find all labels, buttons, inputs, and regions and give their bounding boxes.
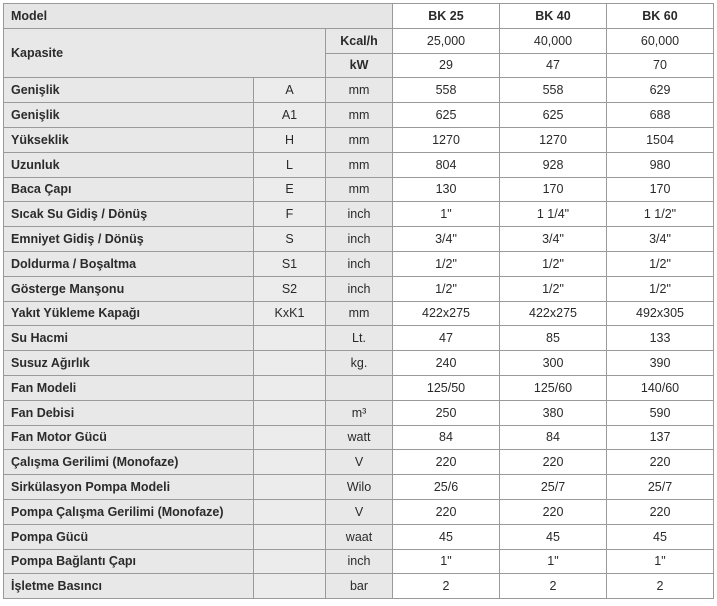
row-label: Yakıt Yükleme Kapağı	[4, 301, 254, 326]
row-value: 45	[500, 524, 607, 549]
capacity-value: 40,000	[500, 28, 607, 53]
row-value: 170	[500, 177, 607, 202]
row-label: Gösterge Manşonu	[4, 276, 254, 301]
row-label: Pompa Bağlantı Çapı	[4, 549, 254, 574]
row-label: Sıcak Su Gidiş / Dönüş	[4, 202, 254, 227]
table-row	[4, 400, 714, 425]
row-value: 625	[393, 103, 500, 128]
row-unit: mm	[326, 127, 393, 152]
table-row	[4, 499, 714, 524]
row-unit: V	[326, 450, 393, 475]
row-label: Doldurma / Boşaltma	[4, 251, 254, 276]
row-unit: Lt.	[326, 326, 393, 351]
row-unit: Wilo	[326, 475, 393, 500]
row-label: Pompa Gücü	[4, 524, 254, 549]
row-value: 1/2"	[607, 276, 714, 301]
row-value: 380	[500, 400, 607, 425]
row-symbol: L	[254, 152, 326, 177]
row-label: Sirkülasyon Pompa Modeli	[4, 475, 254, 500]
row-label: Genişlik	[4, 78, 254, 103]
row-value: 558	[393, 78, 500, 103]
row-unit: waat	[326, 524, 393, 549]
row-symbol	[254, 425, 326, 450]
row-symbol: F	[254, 202, 326, 227]
row-value: 220	[500, 450, 607, 475]
table-row	[4, 78, 714, 103]
table-row	[4, 326, 714, 351]
row-value: 47	[393, 326, 500, 351]
row-value: 240	[393, 351, 500, 376]
row-value: 390	[607, 351, 714, 376]
row-label: Yükseklik	[4, 127, 254, 152]
row-unit: m³	[326, 400, 393, 425]
capacity-row-kcal	[4, 28, 714, 53]
capacity-value: 60,000	[607, 28, 714, 53]
model-bk60: BK 60	[607, 4, 714, 29]
row-symbol	[254, 326, 326, 351]
capacity-value: 25,000	[393, 28, 500, 53]
table-row	[4, 202, 714, 227]
row-symbol	[254, 574, 326, 599]
row-unit: bar	[326, 574, 393, 599]
table-row	[4, 301, 714, 326]
row-value: 558	[500, 78, 607, 103]
row-unit: inch	[326, 549, 393, 574]
capacity-value: 47	[500, 53, 607, 78]
table-row	[4, 375, 714, 400]
row-value: 629	[607, 78, 714, 103]
row-value: 250	[393, 400, 500, 425]
row-label: Fan Debisi	[4, 400, 254, 425]
row-value: 130	[393, 177, 500, 202]
row-unit	[326, 375, 393, 400]
row-value: 25/6	[393, 475, 500, 500]
row-unit: inch	[326, 202, 393, 227]
model-bk25: BK 25	[393, 4, 500, 29]
row-value: 1"	[500, 549, 607, 574]
row-value: 1"	[393, 549, 500, 574]
capacity-value: 70	[607, 53, 714, 78]
table-row	[4, 152, 714, 177]
row-value: 45	[607, 524, 714, 549]
table-row	[4, 475, 714, 500]
capacity-unit-kw: kW	[326, 53, 393, 78]
row-value: 1 1/2"	[607, 202, 714, 227]
row-label: Uzunluk	[4, 152, 254, 177]
row-value: 220	[393, 499, 500, 524]
row-value: 84	[393, 425, 500, 450]
row-value: 125/50	[393, 375, 500, 400]
row-unit: mm	[326, 152, 393, 177]
table-row	[4, 127, 714, 152]
row-value: 1/2"	[500, 251, 607, 276]
row-symbol: E	[254, 177, 326, 202]
row-label: Fan Motor Gücü	[4, 425, 254, 450]
row-symbol: A	[254, 78, 326, 103]
row-value: 25/7	[607, 475, 714, 500]
row-symbol: S	[254, 227, 326, 252]
row-value: 137	[607, 425, 714, 450]
row-value: 3/4"	[393, 227, 500, 252]
row-label: Baca Çapı	[4, 177, 254, 202]
row-value: 2	[393, 574, 500, 599]
row-value: 1/2"	[607, 251, 714, 276]
table-row	[4, 177, 714, 202]
row-label: Pompa Çalışma Gerilimi (Monofaze)	[4, 499, 254, 524]
row-value: 220	[607, 499, 714, 524]
capacity-value: 29	[393, 53, 500, 78]
row-value: 25/7	[500, 475, 607, 500]
capacity-label: Kapasite	[4, 28, 326, 78]
row-value: 1/2"	[393, 276, 500, 301]
row-unit: inch	[326, 227, 393, 252]
row-value: 140/60	[607, 375, 714, 400]
row-value: 125/60	[500, 375, 607, 400]
row-symbol: H	[254, 127, 326, 152]
row-unit: mm	[326, 78, 393, 103]
row-unit: V	[326, 499, 393, 524]
model-label: Model	[4, 4, 393, 29]
row-unit: inch	[326, 276, 393, 301]
table-row	[4, 276, 714, 301]
row-label: Emniyet Gidiş / Dönüş	[4, 227, 254, 252]
table-row	[4, 425, 714, 450]
row-value: 492x305	[607, 301, 714, 326]
row-symbol: A1	[254, 103, 326, 128]
table-row	[4, 227, 714, 252]
row-symbol: KxK1	[254, 301, 326, 326]
row-value: 1/2"	[500, 276, 607, 301]
row-value: 2	[607, 574, 714, 599]
spec-table	[3, 3, 714, 599]
row-unit: mm	[326, 177, 393, 202]
row-value: 300	[500, 351, 607, 376]
row-value: 45	[393, 524, 500, 549]
row-value: 928	[500, 152, 607, 177]
row-value: 422x275	[500, 301, 607, 326]
model-bk40: BK 40	[500, 4, 607, 29]
row-value: 1270	[393, 127, 500, 152]
row-value: 1"	[393, 202, 500, 227]
row-symbol	[254, 475, 326, 500]
row-symbol: S1	[254, 251, 326, 276]
row-symbol	[254, 375, 326, 400]
row-value: 422x275	[393, 301, 500, 326]
row-symbol	[254, 499, 326, 524]
row-unit: watt	[326, 425, 393, 450]
row-value: 590	[607, 400, 714, 425]
row-value: 1 1/4"	[500, 202, 607, 227]
row-unit: kg.	[326, 351, 393, 376]
table-row	[4, 450, 714, 475]
row-symbol	[254, 400, 326, 425]
row-label: Su Hacmi	[4, 326, 254, 351]
row-value: 3/4"	[500, 227, 607, 252]
row-value: 220	[607, 450, 714, 475]
row-value: 1"	[607, 549, 714, 574]
row-label: Çalışma Gerilimi (Monofaze)	[4, 450, 254, 475]
row-symbol: S2	[254, 276, 326, 301]
row-value: 688	[607, 103, 714, 128]
row-value: 1504	[607, 127, 714, 152]
table-row	[4, 251, 714, 276]
row-unit: mm	[326, 103, 393, 128]
row-value: 170	[607, 177, 714, 202]
table-row	[4, 103, 714, 128]
row-value: 84	[500, 425, 607, 450]
table-row	[4, 574, 714, 599]
row-label: İşletme Basıncı	[4, 574, 254, 599]
row-value: 1/2"	[393, 251, 500, 276]
row-value: 1270	[500, 127, 607, 152]
row-value: 2	[500, 574, 607, 599]
row-value: 625	[500, 103, 607, 128]
row-unit: mm	[326, 301, 393, 326]
row-value: 133	[607, 326, 714, 351]
row-label: Fan Modeli	[4, 375, 254, 400]
row-symbol	[254, 351, 326, 376]
table-row	[4, 524, 714, 549]
row-unit: inch	[326, 251, 393, 276]
row-symbol	[254, 549, 326, 574]
row-label: Genişlik	[4, 103, 254, 128]
row-symbol	[254, 524, 326, 549]
row-value: 3/4"	[607, 227, 714, 252]
header-row	[4, 4, 714, 29]
table-row	[4, 351, 714, 376]
row-value: 85	[500, 326, 607, 351]
table-row	[4, 549, 714, 574]
row-value: 220	[500, 499, 607, 524]
row-value: 220	[393, 450, 500, 475]
row-label: Susuz Ağırlık	[4, 351, 254, 376]
row-value: 980	[607, 152, 714, 177]
capacity-unit-kcal: Kcal/h	[326, 28, 393, 53]
row-value: 804	[393, 152, 500, 177]
row-symbol	[254, 450, 326, 475]
